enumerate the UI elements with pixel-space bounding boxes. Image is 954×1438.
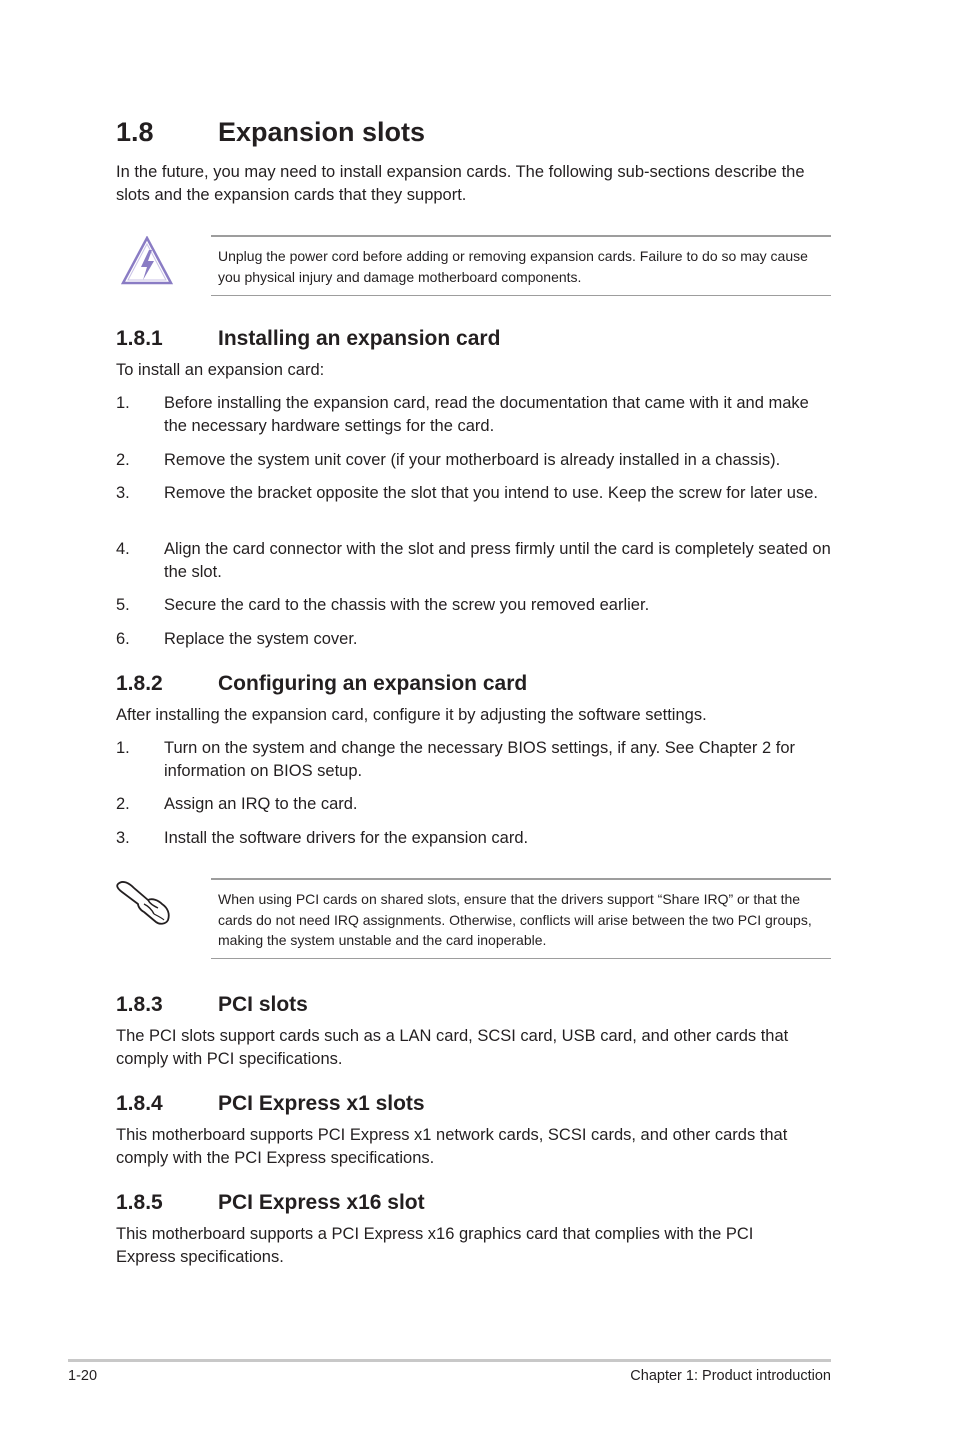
note-text: When using PCI cards on shared slots, ensure that the drivers support “Share IRQ” or that the cards do not need IRQ assignments. Otherwise, conflicts will arise between the two PCI groups, making the system unstable and the card inoperable. <box>218 891 812 948</box>
step-number: 2. <box>116 451 130 469</box>
warning-bottom-rule <box>211 295 831 296</box>
step-text: Replace the system cover. <box>164 630 358 648</box>
subsection-number-2: 1.8.2 <box>116 672 163 695</box>
subsection-lead-1: To install an expansion card: <box>116 361 325 379</box>
subsection-text-5: This motherboard supports a PCI Express x16 graphics card that complies with the PCI Express specifications. <box>116 1225 754 1266</box>
warning-text: Unplug the power cord before adding or removing expansion cards. Failure to do so may cause you physical injury and damage motherboard components. <box>218 248 808 285</box>
pointing-hand-icon <box>114 876 174 928</box>
section-number: 1.8 <box>116 117 154 147</box>
subsection-lead-2: After installing the expansion card, configure it by adjusting the software settings. <box>116 706 707 724</box>
subsection-number-1: 1.8.1 <box>116 327 163 350</box>
subsection-title-1: Installing an expansion card <box>218 327 501 350</box>
section-intro: In the future, you may need to install expansion cards. The following sub-sections describe the slots and the expansion cards that they support. <box>116 163 805 204</box>
step-text: Remove the bracket opposite the slot that you intend to use. Keep the screw for later use. <box>164 484 818 502</box>
subsection-title-2: Configuring an expansion card <box>218 672 528 695</box>
section-title: Expansion slots <box>218 117 426 147</box>
step-number: 6. <box>116 630 130 648</box>
step-text: Assign an IRQ to the card. <box>164 795 358 813</box>
footer-chapter: Chapter 1: Product introduction <box>630 1368 831 1384</box>
step-number: 5. <box>116 596 130 614</box>
step-number: 1. <box>116 739 130 757</box>
page-number: 1-20 <box>68 1368 98 1384</box>
step-text: Before installing the expansion card, read the documentation that came with it and make the necessary hardware settings for the card. <box>164 394 809 435</box>
subsection-number-3: 1.8.3 <box>116 993 163 1016</box>
note-bottom-rule <box>211 958 831 959</box>
warning-triangle-icon <box>120 236 174 286</box>
step-text: Turn on the system and change the necessary BIOS settings, if any. See Chapter 2 for information on BIOS setup. <box>164 739 796 780</box>
step-text: Align the card connector with the slot and press firmly until the card is completely seated on the slot. <box>164 540 831 581</box>
step-text: Install the software drivers for the expansion card. <box>164 829 529 847</box>
subsection-text-4: This motherboard supports PCI Express x1 network cards, SCSI cards, and other cards that comply with the PCI Express specifications. <box>116 1126 788 1167</box>
subsection-title-4: PCI Express x1 slots <box>218 1092 425 1115</box>
footer-rule <box>68 1359 831 1362</box>
subsection-number-5: 1.8.5 <box>116 1191 163 1214</box>
step-number: 2. <box>116 795 130 813</box>
subsection-title-5: PCI Express x16 slot <box>218 1191 425 1214</box>
step-number: 3. <box>116 829 130 847</box>
warning-top-rule <box>211 235 831 237</box>
subsection-title-3: PCI slots <box>218 993 308 1016</box>
step-number: 1. <box>116 394 130 412</box>
subsection-text-3: The PCI slots support cards such as a LAN card, SCSI card, USB card, and other cards that comply with PCI specifications. <box>116 1027 789 1068</box>
step-text: Remove the system unit cover (if your motherboard is already installed in a chassis). <box>164 451 781 469</box>
step-text: Secure the card to the chassis with the screw you removed earlier. <box>164 596 650 614</box>
step-number: 4. <box>116 540 130 558</box>
subsection-number-4: 1.8.4 <box>116 1092 163 1115</box>
note-top-rule <box>211 878 831 880</box>
step-number: 3. <box>116 484 130 502</box>
